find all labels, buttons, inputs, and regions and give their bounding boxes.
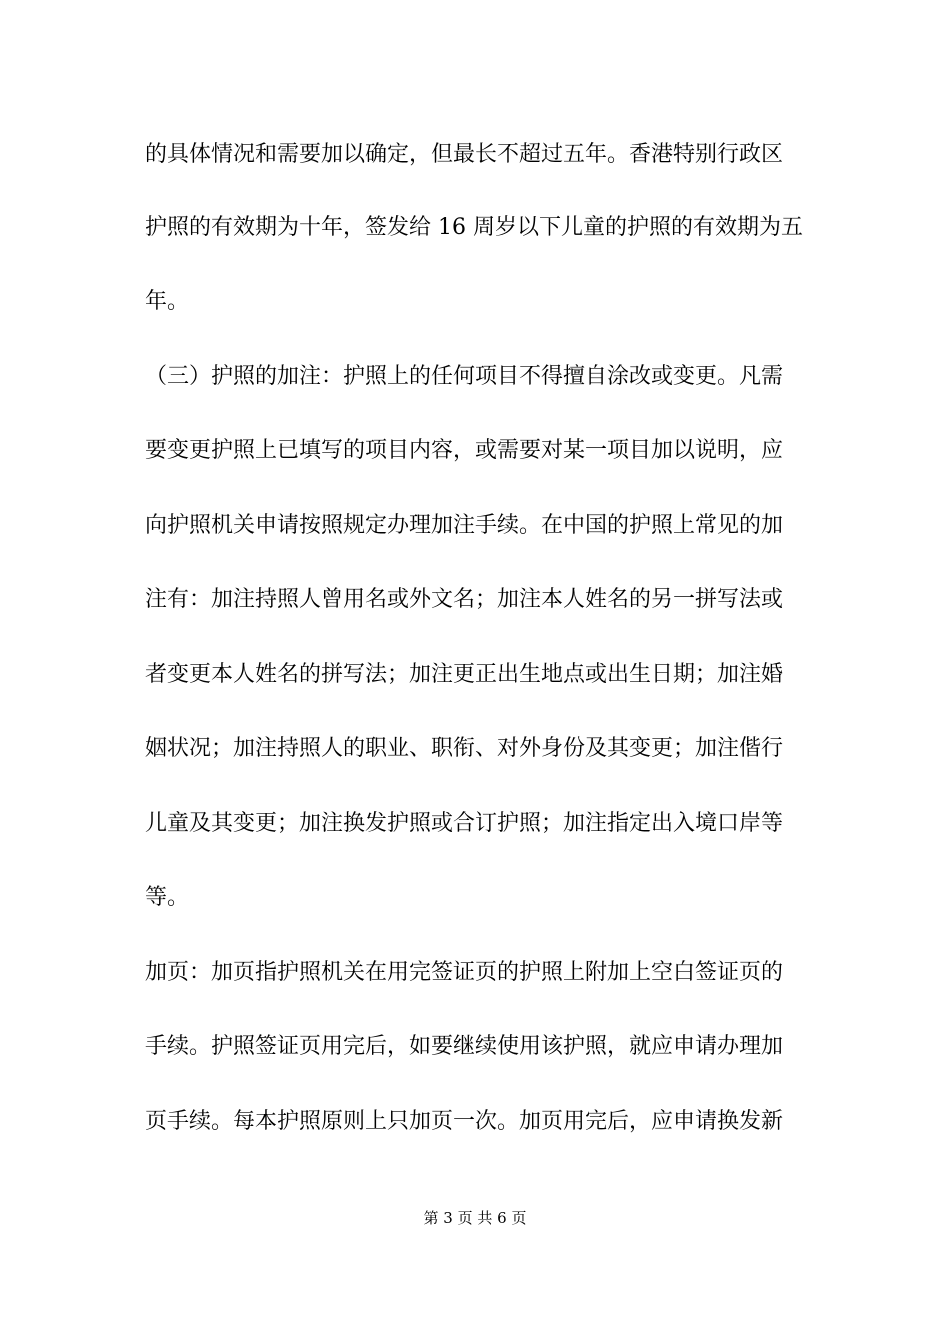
body-text-line: 护照的有效期为十年，签发给 16 周岁以下儿童的护照的有效期为五 xyxy=(145,215,803,240)
body-text-line: 等。 xyxy=(145,885,190,910)
body-text-line: 页手续。每本护照原则上只加页一次。加页用完后，应申请换发新 xyxy=(145,1109,784,1134)
body-text-line: （三）护照的加注：护照上的任何项目不得擅自涂改或变更。凡需 xyxy=(145,364,784,389)
body-text-line: 向护照机关申请按照规定办理加注手续。在中国的护照上常见的加 xyxy=(145,513,784,538)
body-text-line: 的具体情况和需要加以确定，但最长不超过五年。香港特别行政区 xyxy=(145,142,784,167)
body-text-line: 姻状况；加注持照人的职业、职衔、对外身份及其变更；加注偕行 xyxy=(145,736,784,761)
body-text-line: 手续。护照签证页用完后，如要继续使用该护照，就应申请办理加 xyxy=(145,1034,784,1059)
page-number-footer: 第 3 页 共 6 页 xyxy=(423,1209,527,1227)
body-text-line: 注有：加注持照人曾用名或外文名；加注本人姓名的另一拼写法或 xyxy=(145,587,784,612)
body-text-line: 年。 xyxy=(145,289,190,314)
body-text-line: 儿童及其变更；加注换发护照或合订护照；加注指定出入境口岸等 xyxy=(145,811,784,836)
body-text-line: 者变更本人姓名的拼写法；加注更正出生地点或出生日期；加注婚 xyxy=(145,662,784,687)
body-text-line: 加页：加页指护照机关在用完签证页的护照上附加上空白签证页的 xyxy=(145,960,784,985)
body-text-line: 要变更护照上已填写的项目内容，或需要对某一项目加以说明，应 xyxy=(145,438,784,463)
